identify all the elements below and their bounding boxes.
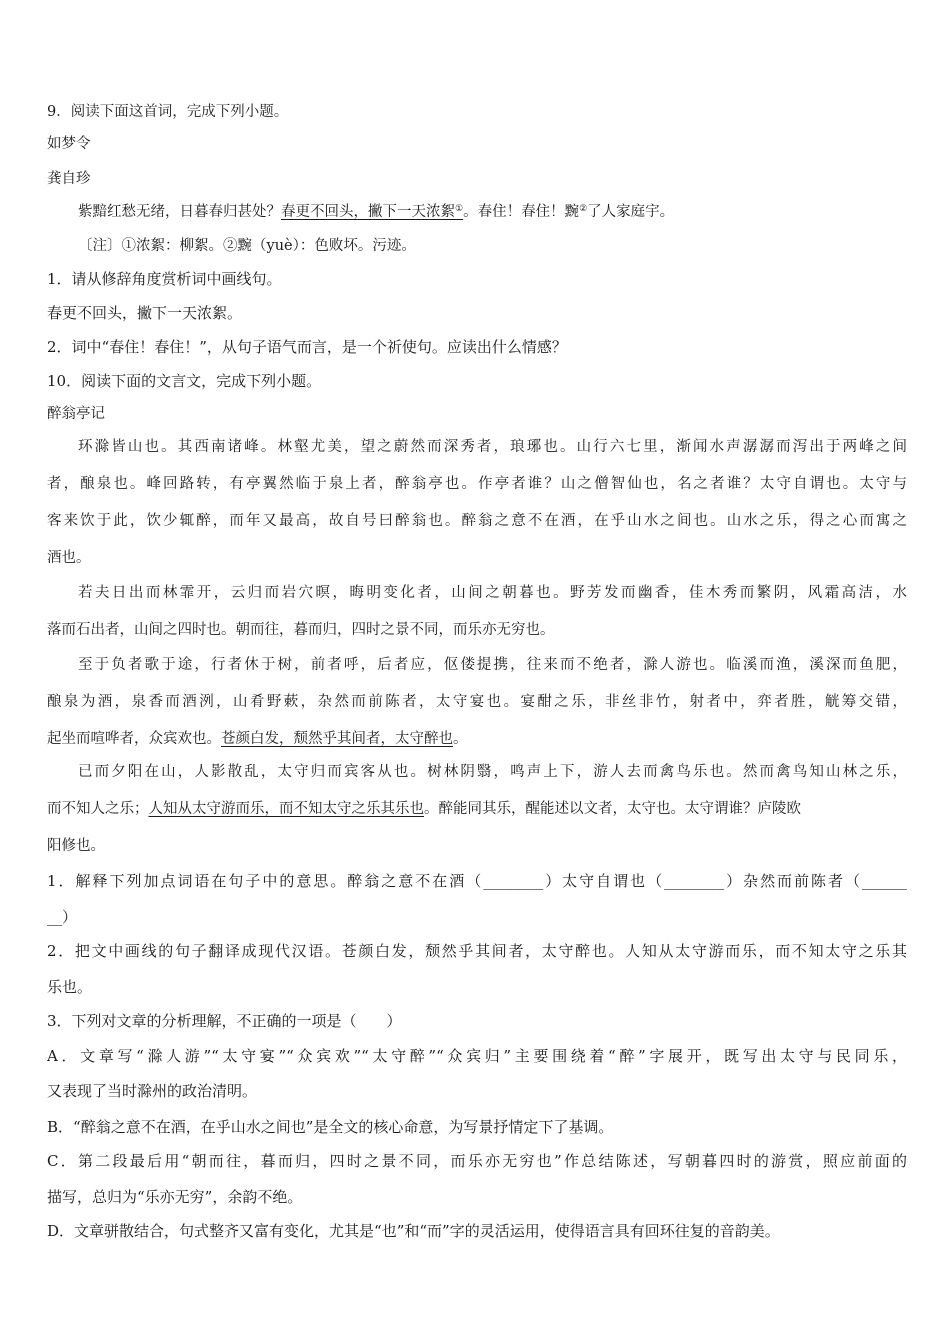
para4-text: 而不知人之乐；	[47, 801, 149, 817]
note-mark-2: ②	[579, 204, 588, 214]
poem-note: 〔注〕①浓絮：柳絮。②黦（yuè）：色败坏。污迹。	[78, 238, 416, 254]
para1-line1: 环滁皆山也。其西南诸峰。林壑尤美，望之蔚然而深秀者，琅琊也。山行六七里，渐闻水声潺潺而泻出于两峰之间	[78, 439, 907, 455]
essay-title: 醉翁亭记	[47, 406, 105, 422]
poem-part-4: 了人家庭宇。	[587, 204, 675, 220]
para4-underlined: 人知从太守游而乐，而不知太守之乐其乐也	[148, 801, 424, 817]
poem-text	[78, 202, 907, 222]
para3-text: 起坐而喧哗者，众宾欢也。	[47, 731, 221, 747]
poem-part-1: 紫黯红愁无绪，日暮春归甚处？	[78, 204, 281, 220]
q9-intro: 9．阅读下面这首词，完成下列小题。	[47, 104, 289, 120]
q10-intro: 10．阅读下面的文言文，完成下列小题。	[47, 372, 322, 390]
q10-question-3: 3．下列对文章的分析理解，不正确的一项是（ ）	[47, 1012, 402, 1030]
poem-underlined-text: 春更不回头，撇下一天浓絮	[281, 204, 455, 220]
para1-line4: 酒也。	[47, 550, 91, 566]
para3-line3	[47, 729, 907, 749]
q10-question-1-cont: __）	[47, 908, 78, 926]
q9-question-1-line: 春更不回头，撇下一天浓絮。	[47, 304, 243, 322]
q10-question-1: 1．解释下列加点词语在句子中的意思。醉翁之意不在酒（________）太守自谓也（________）杂然而前陈者（______	[47, 872, 907, 890]
poem-title: 如梦令	[47, 136, 91, 152]
para2-line1: 若夫日出而林霏开，云归而岩穴暝，晦明变化者，山间之朝暮也。野芳发而幽香，佳木秀而繁阴，风霜高洁，水	[78, 585, 907, 601]
q9-question-2: 2．词中“春住！春住！”，从句子语气而言，是一个祈使句。应读出什么情感？	[47, 338, 567, 356]
para2-line2: 落而石出者，山间之四时也。朝而往，暮而归，四时之景不同，而乐亦无穷也。	[47, 622, 555, 638]
para4-line1: 已而夕阳在山，人影散乱，太守归而宾客从也。树林阴翳，鸣声上下，游人去而禽鸟乐也。然而禽鸟知山林之乐，	[78, 764, 907, 780]
para3-underlined: 苍颜白发，颓然乎其间者，太守醉也	[221, 731, 453, 747]
option-d: D．文章骈散结合，句式整齐又富有变化，尤其是“也”和“而”字的灵活运用，使得语言具有回环往复的音韵美。	[47, 1222, 780, 1240]
para3-end: 。	[453, 731, 468, 747]
option-c-line2: 描写，总归为“乐亦无穷”，余韵不绝。	[47, 1188, 303, 1206]
q10-question-2: 2．把文中画线的句子翻译成现代汉语。苍颜白发，颓然乎其间者，太守醉也。人知从太守游而乐，而不知太守之乐其	[47, 942, 907, 960]
para3-line2: 酿泉为酒，泉香而酒洌，山肴野蔌，杂然而前陈者，太守宴也。宴酣之乐，非丝非竹，射者中，弈者胜，觥筹交错，	[47, 694, 907, 710]
q9-question-1: 1．请从修辞角度赏析词中画线句。	[47, 270, 282, 288]
para1-line3: 客来饮于此，饮少辄醉，而年又最高，故自号曰醉翁也。醉翁之意不在酒，在乎山水之间也。山水之乐，得之心而寓之	[47, 513, 907, 529]
poem-author: 龚自珍	[47, 171, 91, 187]
para4-line3: 阳修也。	[47, 838, 105, 854]
option-b: B．“醉翁之意不在酒，在乎山水之间也”是全文的核心命意，为写景抒情定下了基调。	[47, 1118, 614, 1136]
option-a-line2: 又表现了当时滁州的政治清明。	[47, 1082, 258, 1100]
para4-line2	[47, 799, 907, 819]
note-mark-1: ①	[455, 204, 464, 214]
para1-line2: 者，酿泉也。峰回路转，有亭翼然临于泉上者，醉翁亭也。作亭者谁？山之僧智仙也，名之者谁？太守自谓也。太守与	[47, 476, 907, 492]
q10-question-2-cont: 乐也。	[47, 978, 93, 996]
poem-underlined-line	[281, 204, 463, 220]
option-a-line1: A．文章写“滁人游”“太守宴”“众宾欢”“太守醉”“众宾归”主要围绕着“醉”字展开，既写出太守与民同乐，	[47, 1047, 907, 1065]
option-c-line1: C．第二段最后用“朝而往，暮而归，四时之景不同，而乐亦无穷也”作总结陈述，写朝暮四时的游赏，照应前面的	[47, 1152, 907, 1170]
para3-line1: 至于负者歌于途，行者休于树，前者呼，后者应，伛偻提携，往来而不绝者，滁人游也。临溪而渔，溪深而鱼肥，	[78, 657, 907, 673]
poem-part-3: 。春住！春住！黦	[463, 204, 580, 220]
para4-rest: 。醉能同其乐，醒能述以文者，太守也。太守谓谁？庐陵欧	[424, 801, 801, 817]
